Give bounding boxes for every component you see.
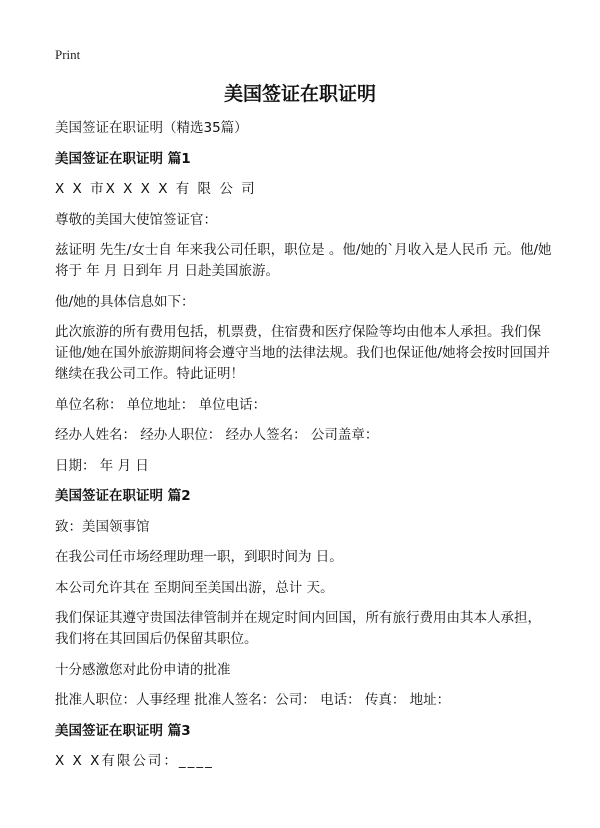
paragraph: 兹证明 先生/女士自 年来我公司任职，职位是 。他/她的`月收入是人民币 元。他/她将于 年 月 日到年 月 日赴美国旅游。 <box>55 242 552 279</box>
document-body <box>55 118 553 782</box>
paragraph: 此次旅游的所有费用包括，机票费，住宿费和医疗保险等均由他本人承担。我们保证他/她在国外旅游期间将会遵守当地的法律法规。我们也保证他/她将会按时回国并继续在我公司工作。特此证明！ <box>55 324 551 382</box>
paragraph: 十分感激您对此份申请的批准 <box>55 661 231 678</box>
salutation: 尊敬的美国大使馆签证官： <box>55 211 217 228</box>
date-line: 日期： 年 月 日 <box>55 457 149 474</box>
paragraph: 他/她的具体信息如下： <box>55 293 195 310</box>
paragraph: 在我公司任市场经理助理一职，到职时间为 日。 <box>55 549 343 565</box>
info-fields: 经办人姓名： 经办人职位： 经办人签名： 公司盖章： <box>55 427 379 443</box>
info-fields: 批准人职位：人事经理 批准人签名：公司： 电话： 传真： 地址： <box>55 692 451 708</box>
section-heading-1: 美国签证在职证明 篇1 <box>55 150 191 167</box>
section-heading-2: 美国签证在职证明 篇2 <box>55 488 191 504</box>
company-name: X X 市X X X X 有 限 公 司 <box>55 181 257 197</box>
salutation: 致：美国领事馆 <box>55 518 150 535</box>
paragraph: 本公司允许其在 至期间至美国出游，总计 天。 <box>55 579 334 596</box>
info-fields: 单位名称： 单位地址： 单位电话： <box>55 396 267 413</box>
paragraph: 我们保证其遵守贵国法律管制并在规定时间内回国，所有旅行费用由其本人承担，我们将在其回国后仍保留其职位。 <box>55 610 541 647</box>
section-heading-3: 美国签证在职证明 篇3 <box>55 722 191 739</box>
company-name: X X X有限公司：____ <box>55 753 214 769</box>
print-link[interactable]: Print <box>55 47 81 62</box>
page-title: 美国签证在职证明 <box>223 83 376 105</box>
intro-line: 美国签证在职证明（精选35篇） <box>55 120 248 136</box>
